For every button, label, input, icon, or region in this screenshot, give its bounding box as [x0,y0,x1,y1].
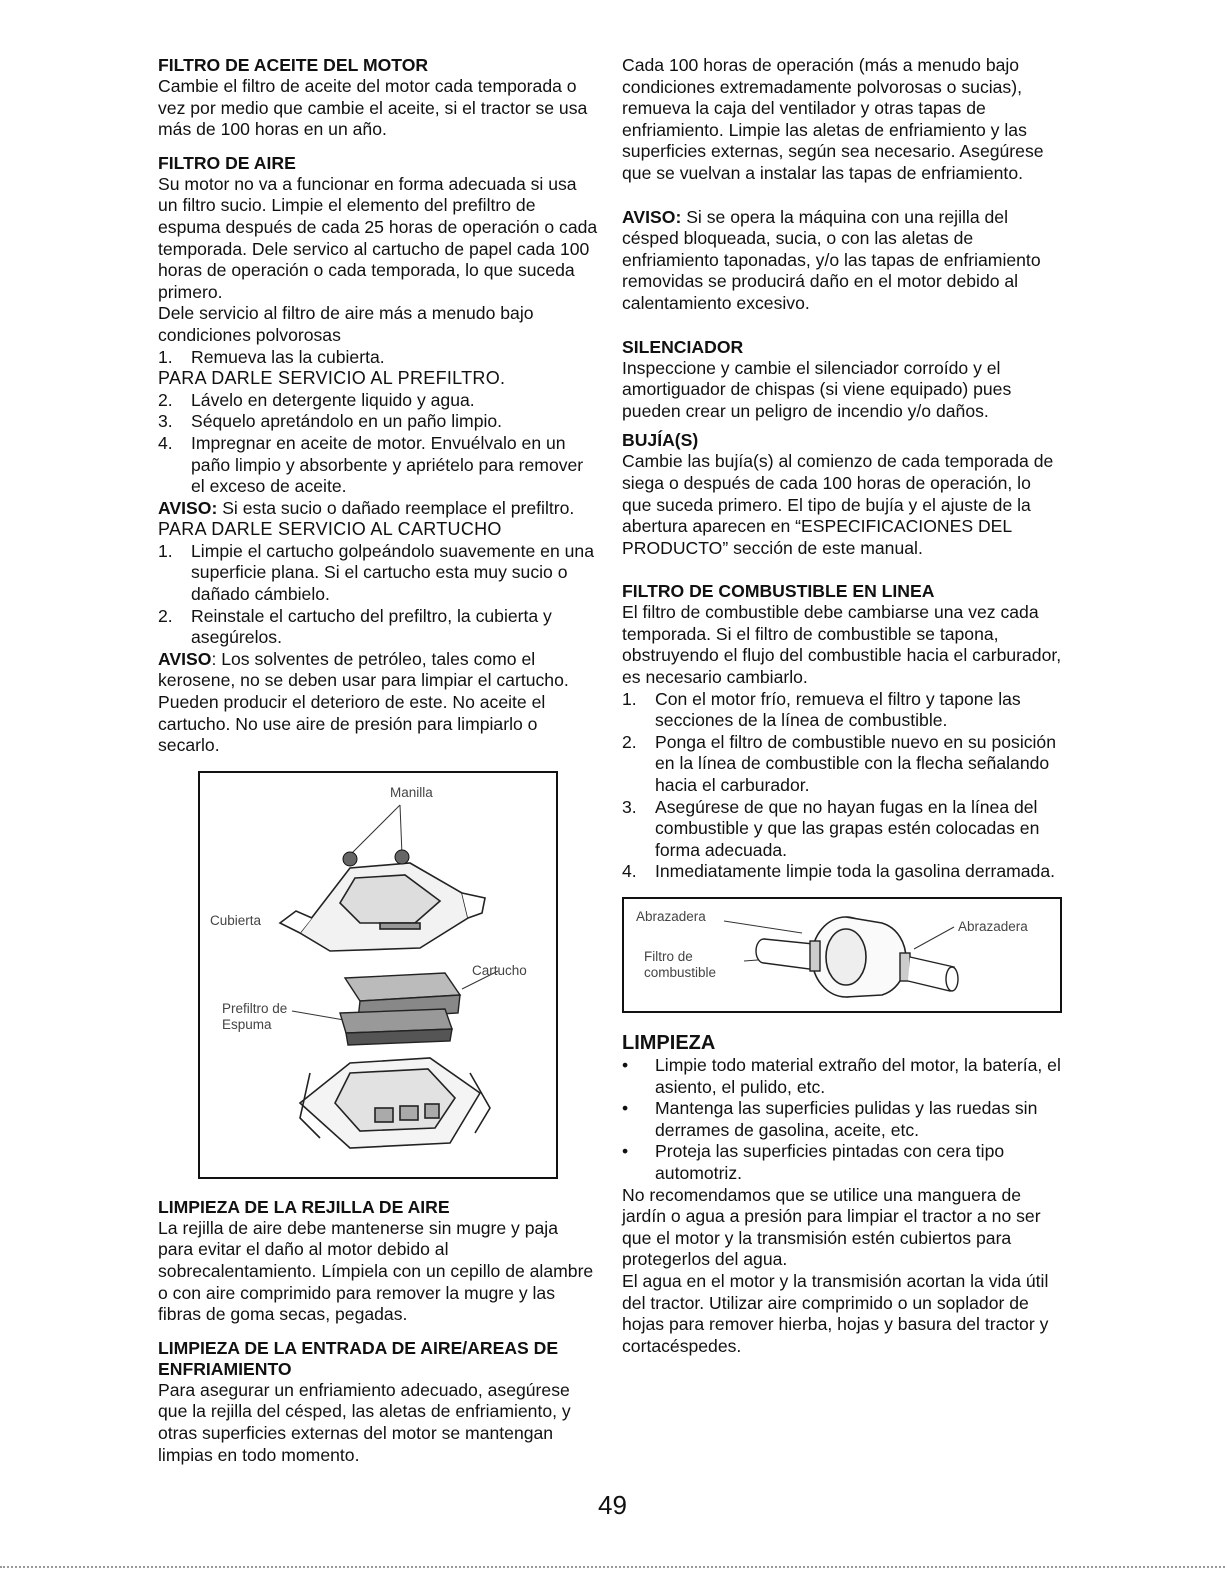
label-filtro-1: Filtro de [644,949,693,964]
aviso-solventes: AVISO: Los solventes de petróleo, tales como el kerosene, no se deben usar para limpiar el cartucho. Pueden producir el deterioro de este. No aceite el cartucho. No use aire de presión para limpiarlo o secarlo. [158,648,569,756]
limpieza-body2: El agua en el motor y la transmisión acortan la vida útil del tractor. Utilizar aire comprimido o un soplador de hojas para remover hierba, hojas y basura del tractor y cortacéspedes. [622,1270,1049,1356]
knob-shape [395,850,409,864]
section-title-entrada: LIMPIEZA DE LA ENTRADA DE AIRE/AREAS DE ENFRIAMIENTO [158,1337,559,1379]
step-list [158,347,598,369]
fuel-line-right [908,957,958,991]
list-item: 3. Séquelo apretándolo en un paño limpio. [158,411,503,432]
step-list-cartucho [158,541,598,649]
section-title-limpieza: LIMPIEZA [622,1032,716,1054]
combustible-body: El filtro de combustible debe cambiarse una vez cada temporada. Si el filtro de combustible se tapona, obstruyendo el flujo del combustible hacia el carburador, es necesario cambiarlo. [622,602,1062,688]
list-item: 2. Lávelo en detergente liquido y agua. [158,389,475,410]
fuel-filter-figure [622,897,1062,1013]
label-cubierta: Cubierta [210,912,262,928]
filtro-aire-body1: Su motor no va a funcionar en forma adecuada si usa un filtro sucio. Limpie el elemento del prefiltro de espuma después de cada 25 horas de operación o cada temporada. Dele servico al cartucho de papel cada 100 horas de operación o cada temporada, lo que suceda primero. [158,173,598,302]
subheading-cartucho: PARA DARLE SERVICIO AL CARTUCHO [158,519,502,540]
section-title-filtro-aire: FILTRO DE AIRE [158,152,296,173]
bujias-body: Cambie las bujía(s) al comienzo de cada temporada de siega o después de cada 100 horas de operación, lo que suceda primero. El tipo de bujía y el ajuste de la abertura aparecen en “ESPECIFICACIONES DEL PRODUCTO” sección de este manual. [622,451,1054,558]
label-cartucho: Cartucho [472,962,527,978]
list-item: 4. Inmediatamente limpie toda la gasolina derramada. [622,861,1056,882]
filtro-aire-body2: Dele servicio al filtro de aire más a menudo bajo condiciones polvorosas [158,303,534,345]
cada100-body: Cada 100 horas de operación (más a menudo bajo condiciones extremadamente polvorosas o sucias), remueva la caja del ventilador y otras tapas de enfriamiento. Limpie las aletas de enfriamiento y las superficies externas, según sea necesario. Asegúrese que se vuelvan a instalar las tapas de enfriamiento. [622,55,1044,183]
section-title-rejilla: LIMPIEZA DE LA REJILLA DE AIRE [158,1196,450,1217]
label-abrazadera-right: Abrazadera [958,919,1028,934]
label-manilla: Manilla [390,784,433,800]
right-column [622,55,1062,1357]
list-item: 2. Ponga el filtro de combustible nuevo en su posición en la línea de combustible con la flecha señalando hacia el carburador. [622,731,1056,796]
cover-shape [280,863,485,951]
section-title-filtro-aceite: FILTRO DE ACEITE DEL MOTOR [158,55,429,75]
limpieza-body1: No recomendamos que se utilice una manguera de jardín o agua a presión para limpiar el tractor a no ser que el motor y la transmisión estén cubiertos para protegerlos del agua. [622,1184,1041,1270]
list-item: 4. Impregnar en aceite de motor. Envuélvalo en un paño limpio y absorbente y apriételo para remover el exceso de aceite. [158,432,584,497]
label-filtro-2: combustible [644,965,717,980]
footer-divider [0,1566,1225,1568]
step-list-prefiltro [158,390,598,498]
silenciador-body: Inspeccione y cambie el silenciador corroído y el amortiguador de chispas (si viene equipado) pues pueden crear un peligro de incendio y/o daños. [622,357,1012,421]
base-shape [300,1058,490,1148]
list-item: 1. Limpie el cartucho golpeándolo suavemente en una superficie plana. Si el cartucho esta muy sucio o dañado cámbielo. [158,540,594,605]
list-item: • Mantenga las superficies pulidas y las ruedas sin derrames de gasolina, aceite, etc. [622,1098,1038,1140]
step-list-combustible [622,689,1062,883]
entrada-body: Para asegurar un enfriamiento adecuado, asegúrese que la rejilla del césped, las aletas de enfriamiento, y otras superficies externas del motor se mantengan limpias en todo momento. [158,1379,571,1465]
list-item: 3. Asegúrese de que no hayan fugas en la línea del combustible y que las grapas estén colocadas en forma adecuada. [622,796,1040,860]
list-item: 1. Remueva las la cubierta. [158,346,385,367]
section-title-combustible: FILTRO DE COMBUSTIBLE EN LINEA [622,581,935,602]
label-prefiltro-1: Prefiltro de [222,1000,288,1016]
label-prefiltro-2: Espuma [222,1016,272,1032]
foam-prefilter-shape [340,1009,452,1045]
bullet-list-limpieza [622,1055,1062,1185]
knob-shape [343,852,357,866]
air-filter-figure [198,771,558,1179]
aviso-enfriamiento: AVISO: Si se opera la máquina con una rejilla del césped bloqueada, sucia, o con las aletas de enfriamiento taponadas, y/o las tapas de enfriamiento removidas se producirá daño en el motor debido al calentamiento excesivo. [622,206,1041,313]
list-item: 2. Reinstale el cartucho del prefiltro, la cubierta y asegúrelos. [158,605,552,648]
filtro-aceite-body: Cambie el filtro de aceite del motor cada temporada o vez por medio que cambie el aceite, si el tractor se usa más de 100 horas en un año. [158,76,588,140]
list-item: • Limpie todo material extraño del motor, la batería, el asiento, el pulido, etc. [622,1055,1061,1097]
page-number: 49 [598,1490,627,1520]
section-title-bujias: BUJÍA(S) [622,430,699,451]
left-column [158,55,598,1466]
aviso-prefiltro: AVISO: Si esta sucio o dañado reemplace el prefiltro. [158,497,575,518]
subheading-prefiltro: PARA DARLE SERVICIO AL PREFILTRO. [158,368,506,389]
list-item: • Proteja las superficies pintadas con cera tipo automotriz. [622,1141,1005,1183]
rejilla-body: La rejilla de aire debe mantenerse sin mugre y paja para evitar el daño al motor debido al sobrecalentamiento. Límpiela con un cepillo de alambre o con aire comprimido para remover la mugre y las fibras de goma secas, pegadas. [158,1217,594,1325]
label-abrazadera-left: Abrazadera [636,909,706,924]
section-title-silenciador: SILENCIADOR [622,336,744,357]
filter-body-shape [812,917,906,997]
list-item: 1. Con el motor frío, remueva el filtro y tapone las secciones de la línea de combustible. [622,688,1021,731]
